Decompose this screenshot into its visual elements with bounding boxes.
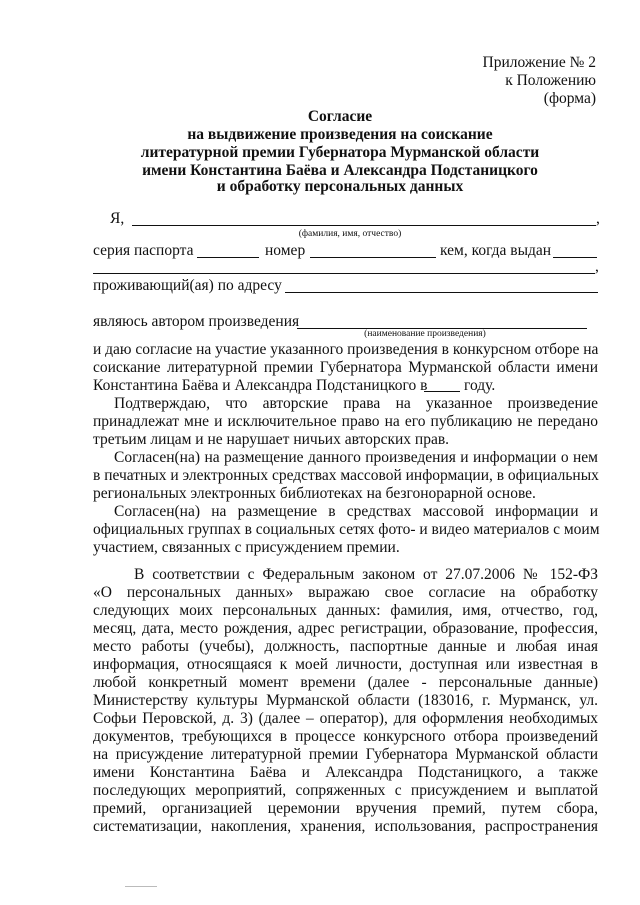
appendix-reference: к Положению <box>505 72 596 89</box>
p5-line-11: на присуждение литературной премии Губернатора Мурманской области <box>93 746 598 763</box>
appendix-form-label: (форма) <box>543 90 596 107</box>
p2-line-2: принадлежат мне и исключительное право на его публикацию не передано <box>93 413 598 430</box>
p5-line-6: информация, относящаяся к моей личности, доступная или известная в <box>93 656 598 673</box>
title-line-5: и обработку персональных данных <box>216 178 464 195</box>
p5-line-15: систематизации, накопления, хранения, использования, распространения <box>93 818 598 835</box>
label-ya: Я, <box>110 210 125 227</box>
p1-year-word: году. <box>464 377 496 394</box>
p1-line-3: Константина Баёва и Александра Подстаницкого в <box>93 377 428 394</box>
label-issued: кем, когда выдан <box>440 242 552 259</box>
p1-line-2: соискание литературной премии Губернатора Мурманской области имени <box>93 359 598 376</box>
issued-continuation-line[interactable] <box>93 273 595 274</box>
p5-line-12: имени Константина Баёва и Александра Подстаницкого, а также <box>93 764 598 781</box>
p5-line-14: премий, организацией церемонии вручения премий, путем сбора, <box>93 800 598 817</box>
p5-line-9: Софьи Перовской, д. 3) (далее – оператор), для оформления необходимых <box>93 710 598 727</box>
p5-line-3: следующих моих персональных данных: фамилия, имя, отчество, год, <box>93 602 598 619</box>
label-number: номер <box>265 242 306 259</box>
p5-line-7: любой конкретный момент времени (далее - персональные данные) <box>93 674 598 691</box>
comma-1: , <box>596 210 600 227</box>
comma-2: , <box>595 258 599 275</box>
label-author: являюсь автором произведения <box>93 313 300 330</box>
title-line-3: литературной премии Губернатора Мурманской области <box>140 144 540 161</box>
p3-line-2: в печатных и электронных средствах массовой информации, в официальных <box>93 467 599 484</box>
title-line-1: Согласие <box>307 108 373 125</box>
p4-line-3: участием, связанных с присуждением премии. <box>93 539 400 556</box>
p5-line-8: Министерству культуры Мурманской области (183016, г. Мурманск, ул. <box>93 692 598 709</box>
fio-field-line[interactable] <box>132 225 596 226</box>
title-line-2: на выдвижение произведения на соискание <box>187 126 493 143</box>
p2-line-1: Подтверждаю, что авторские права на указанное произведение <box>114 395 598 412</box>
address-field-line[interactable] <box>285 292 598 293</box>
p3-line-3: региональных электронных библиотеках на безгонорарной основе. <box>93 485 536 502</box>
title-line-4: имени Константина Баёва и Александра Подстаницкого <box>142 162 538 179</box>
p3-line-1: Согласен(на) на размещение данного произведения и информации о нем <box>114 449 598 466</box>
p5-line-2: «О персональных данных» выражаю свое согласие на обработку <box>93 584 598 601</box>
p4-line-1: Согласен(на) на размещение в средствах массовой информации и <box>114 503 598 520</box>
p5-line-5: место работы (учебы), должность, паспортные данные и любая иная <box>93 638 598 655</box>
scan-artifact-mark <box>125 886 157 887</box>
p1-line-1: и даю согласие на участие указанного произведения в конкурсном отборе на <box>93 341 599 358</box>
passport-series-field-line[interactable] <box>197 257 259 258</box>
p4-line-2: официальных группах в социальных сетях фото- и видео материалов с моим <box>93 521 600 538</box>
appendix-number: Приложение № 2 <box>482 54 596 71</box>
p5-line-1: В соответствии с Федеральным законом от 27.07.2006 № 152-ФЗ <box>134 566 598 583</box>
issued-field-line[interactable] <box>553 257 597 258</box>
p5-line-10: документов, требующихся в процессе конкурсного отбора произведений <box>93 728 598 745</box>
passport-number-field-line[interactable] <box>310 257 436 258</box>
label-residing: проживающий(ая) по адресу <box>93 277 282 294</box>
p2-line-3: третьим лицам и не нарушает ничьих авторских прав. <box>93 431 450 448</box>
p5-line-4: месяц, дата, место рождения, адрес регистрации, образование, профессия, <box>93 620 598 637</box>
work-title-hint: (наименование произведения) <box>364 329 486 339</box>
year-field-line[interactable] <box>424 391 460 392</box>
p5-line-13: последующих мероприятий, сопряженных с присуждением и выплатой <box>93 782 598 799</box>
fio-hint: (фамилия, имя, отчество) <box>298 229 402 239</box>
label-passport-series: серия паспорта <box>93 242 194 259</box>
